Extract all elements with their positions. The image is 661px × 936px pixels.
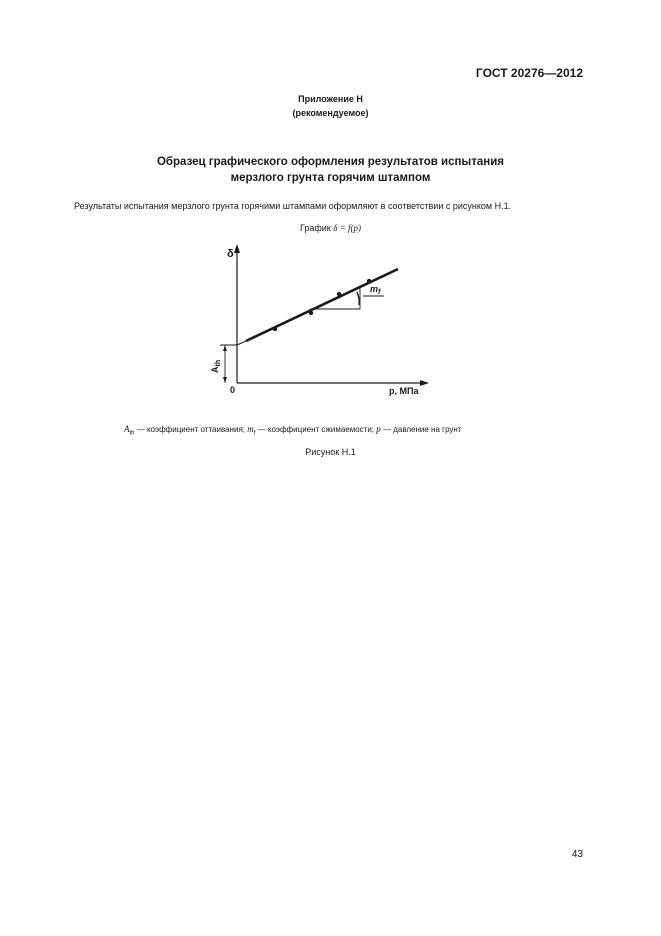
legend-p-text: — давление на грунт — [380, 425, 462, 434]
legend-mf-text: — коэффициент сжимаемости; — [255, 425, 377, 434]
legend-ath-sub: th — [129, 430, 135, 437]
figure-caption: Рисунок Н.1 — [305, 447, 356, 457]
x-axis-label: p, МПа — [389, 386, 419, 396]
graph-caption-formula: δ = f(p) — [333, 223, 362, 233]
slope-arc — [357, 292, 359, 305]
legend-mf-symbol: m — [247, 424, 254, 434]
data-point — [367, 279, 371, 283]
ath-arrow-top — [223, 345, 227, 351]
section-title-line1: Образец графического оформления результатов испытания — [156, 156, 505, 168]
legend-ath-text: — коэффициент оттаивания; — [134, 425, 248, 434]
svg-text:Ath: $A_{th}$ — [210, 359, 222, 373]
x-axis-arrow — [420, 380, 429, 386]
mf-label: $m_f$ — [370, 284, 381, 296]
data-point — [273, 327, 277, 331]
origin-label: 0 — [230, 385, 236, 395]
ath-label — [210, 360, 222, 373]
annex-title: Приложение Н — [298, 94, 363, 104]
page-number: 43 — [571, 849, 583, 860]
figure-legend — [124, 424, 462, 437]
section-title-line2: мерзлого грунта горячим штампом — [230, 172, 431, 184]
trend-line-initial — [237, 341, 246, 345]
data-point — [337, 292, 341, 296]
y-axis-label: δ — [227, 248, 234, 260]
y-axis-arrow — [234, 244, 240, 253]
legend-ath-symbol: A — [124, 424, 130, 434]
trend-line — [246, 269, 398, 341]
ath-arrow-bottom — [223, 377, 227, 383]
intro-paragraph: Результаты испытания мерзлого грунта горячими штампами оформляют в соответствии с рисунком Н.1. — [74, 201, 512, 211]
legend-mf-sub: f — [253, 430, 256, 437]
standard-number: ГОСТ 20276—2012 — [475, 66, 583, 80]
legend-p-symbol: p — [376, 424, 381, 434]
data-point — [309, 311, 313, 315]
annex-status: (рекомендуемое) — [292, 108, 369, 118]
graph-caption-prefix: График — [299, 223, 331, 233]
